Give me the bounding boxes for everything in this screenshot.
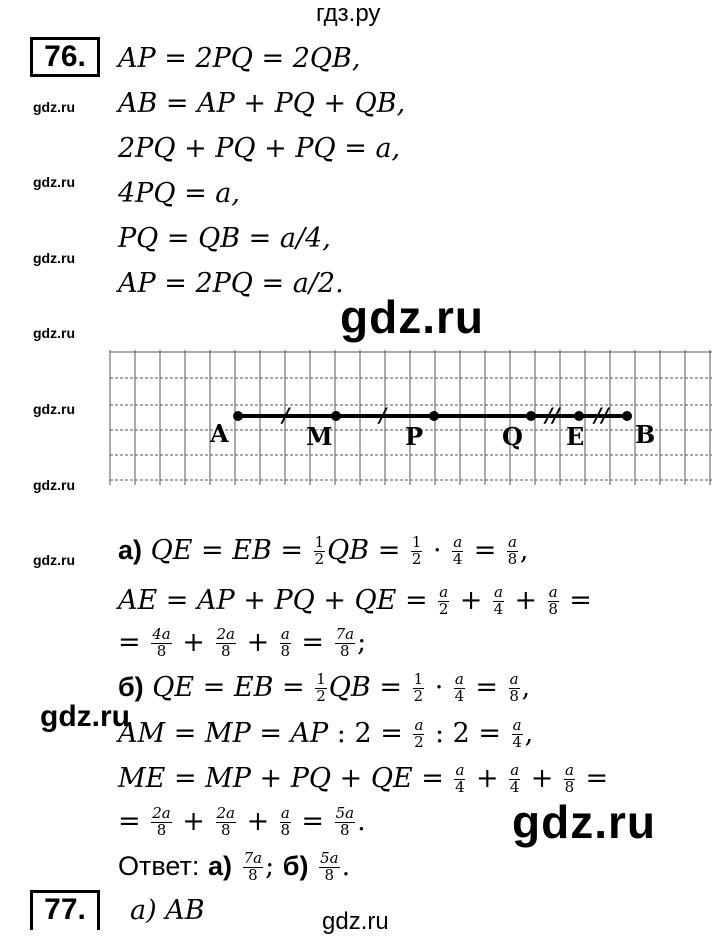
point-label-q: Q: [502, 422, 523, 451]
derivation-line-1: AP = 2PQ = 2QB,: [118, 43, 361, 74]
watermark-top: гдз.ру: [316, 0, 381, 27]
point-label-e: E: [566, 422, 585, 451]
part-b-line-4: = $\frac{2a}{8}$ + $\frac{2a}{8}$ + $\frac{a}{8}$ = $\frac{5a}{8}$ .: [118, 804, 366, 839]
watermark-small: gdz.ru: [33, 477, 75, 493]
task-number: 76.: [30, 37, 100, 77]
watermark-big: gdz.ru: [340, 291, 484, 343]
next-task-fragment: а) AB: [130, 895, 205, 926]
point-p: [429, 411, 439, 421]
point-q: [526, 411, 536, 421]
tick-mp: /: [379, 403, 387, 427]
point-label-b: B: [635, 420, 656, 449]
part-a-line-3: = $\frac{4a}{8}$ + $\frac{2a}{8}$ + $\frac{a}{8}$ = $\frac{7a}{8}$ ;: [118, 625, 367, 660]
part-a-line-1: а) QE = EB = $\frac{1}{2}$ QB = $\frac{1}{2}$ · $\frac{a}{4}$ = $\frac{a}{8}$ ,: [118, 533, 529, 568]
derivation-line-5: PQ = QB = a/4,: [118, 223, 331, 254]
point-label-m: M: [306, 422, 333, 451]
part-b-line-3: ME = MP + PQ + QE = $\frac{a}{4}$ + $\frac{a}{4}$ + $\frac{a}{8}$ =: [118, 761, 609, 796]
derivation-line-2: AB = AP + PQ + QB,: [118, 88, 406, 119]
part-b-line-2: AM = MP = AP : 2 = $\frac{a}{2}$ : 2 = $\frac{a}{4}$ ,: [118, 716, 534, 751]
tick-am: /: [282, 403, 290, 427]
part-b-line-1: б) QE = EB = $\frac{1}{2}$ QB = $\frac{1}{2}$ · $\frac{a}{4}$ = $\frac{a}{8}$ ,: [118, 670, 531, 705]
point-a: [233, 411, 243, 421]
watermark-medium: gdz.ru: [40, 700, 130, 733]
watermark-small: gdz.ru: [33, 401, 75, 417]
point-label-a: A: [210, 419, 229, 448]
point-m: [331, 411, 341, 421]
tick-eb: //: [594, 403, 609, 427]
point-e: [574, 411, 584, 421]
derivation-line-6: AP = 2PQ = a/2.: [118, 268, 344, 299]
next-task-number: 77.: [30, 890, 100, 930]
watermark-small: gdz.ru: [33, 99, 75, 115]
watermark-small: gdz.ru: [33, 174, 75, 190]
point-b: [622, 411, 632, 421]
watermark-big: gdz.ru: [512, 796, 656, 848]
segment-figure: [110, 350, 712, 485]
watermark-small: gdz.ru: [33, 552, 75, 568]
watermark-small: gdz.ru: [33, 325, 75, 341]
watermark-bottom: gdz.ru: [322, 908, 389, 935]
derivation-line-3: 2PQ + PQ + PQ = a,: [118, 133, 401, 164]
part-a-line-2: AE = AP + PQ + QE = $\frac{a}{2}$ + $\frac{a}{4}$ + $\frac{a}{8}$ =: [118, 583, 592, 618]
watermark-small: gdz.ru: [33, 250, 75, 266]
tick-qe: //: [545, 403, 560, 427]
answer-line: Ответ: а) $\frac{7a}{8}$ ; б) $\frac{5a}{8}$ .: [118, 849, 351, 884]
point-label-p: P: [405, 422, 424, 451]
derivation-line-4: 4PQ = a,: [118, 178, 240, 209]
